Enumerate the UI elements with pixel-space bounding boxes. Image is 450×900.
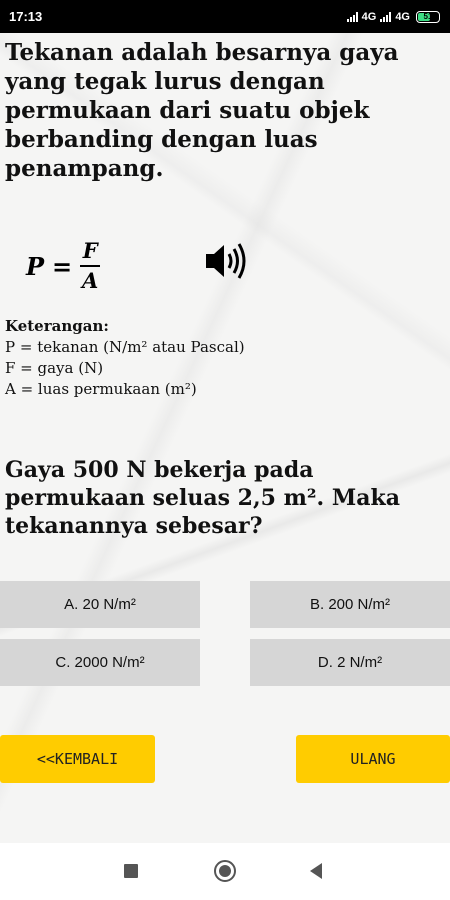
triangle-back-icon[interactable] (310, 863, 322, 879)
fraction-bar (80, 265, 100, 267)
lesson-screen (0, 33, 450, 843)
legend-line: A = luas permukaan (m²) (5, 380, 197, 398)
pressure-formula (26, 238, 100, 294)
square-icon[interactable] (124, 864, 138, 878)
answer-button-d[interactable]: D. 2 N/m² (250, 639, 450, 686)
retry-button[interactable]: ULANG (296, 735, 450, 783)
legend-line: P = tekanan (N/m² atau Pascal) (5, 338, 245, 356)
speaker-icon[interactable] (204, 241, 248, 281)
status-time: 17:13 (9, 9, 43, 24)
network-label: 4G (361, 10, 377, 23)
formula-numerator: F (82, 238, 98, 263)
signal-icon (380, 12, 391, 22)
circle-icon[interactable] (214, 860, 236, 882)
battery-icon (416, 11, 440, 23)
answer-button-a[interactable]: A. 20 N/m² (0, 581, 200, 628)
formula-denominator: A (82, 268, 99, 293)
navigation-bar (0, 843, 450, 900)
answer-button-c[interactable]: C. 2000 N/m² (0, 639, 200, 686)
status-bar (0, 0, 450, 33)
legend-line: F = gaya (N) (5, 359, 104, 377)
signal-icon (347, 12, 358, 22)
formula-legend (5, 316, 245, 400)
formula-equals: = (52, 251, 73, 281)
legend-title: Keterangan: (5, 317, 109, 335)
network-label: 4G (395, 10, 410, 23)
answer-button-b[interactable]: B. 200 N/m² (250, 581, 450, 628)
definition-text: Tekanan adalah besarnya gaya yang tegak lurus dengan permukaan dari suatu objek berbanding dengan luas penampang. (5, 39, 399, 182)
formula-lhs: P (26, 251, 45, 281)
question-text: Gaya 500 N bekerja pada permukaan seluas 2,5 m². Maka tekanannya sebesar? (5, 457, 400, 539)
status-icons (347, 11, 440, 23)
back-button[interactable]: <<KEMBALI (0, 735, 155, 783)
formula-fraction (80, 238, 100, 294)
battery-level: 51 (423, 12, 433, 21)
